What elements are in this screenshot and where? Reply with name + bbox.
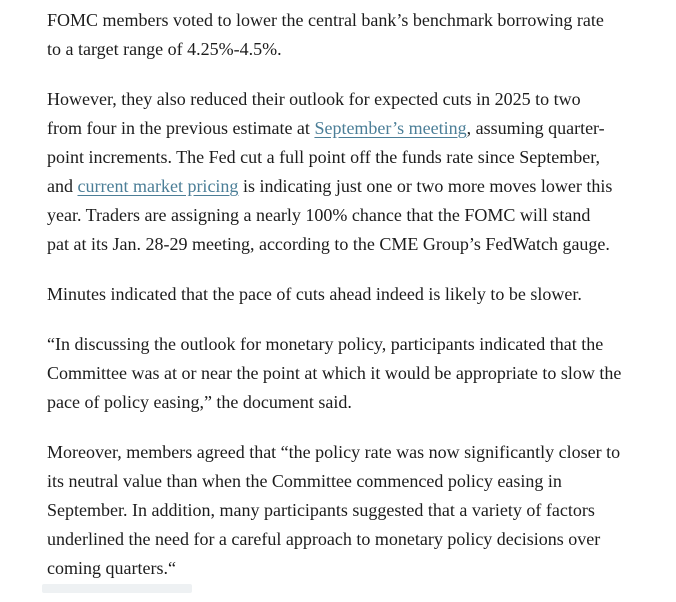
- text-line: [47, 525, 662, 554]
- partially-visible-element: [42, 584, 192, 593]
- text-segment: “In discussing the outlook for monetary policy, participants indicated that the: [47, 334, 604, 354]
- paragraph: [47, 6, 662, 64]
- paragraph: [47, 330, 662, 417]
- text-line: [47, 467, 662, 496]
- text-segment: Committee was at or near the point at which it would be appropriate to slow the: [47, 363, 622, 383]
- paragraph: [47, 438, 662, 583]
- text-line: [47, 172, 662, 201]
- text-line: [47, 6, 662, 35]
- inline-link[interactable]: September’s meeting: [314, 118, 467, 138]
- text-line: [47, 114, 662, 143]
- text-line: [47, 359, 662, 388]
- text-segment: , assuming quarter-: [466, 118, 605, 138]
- text-line: [47, 280, 662, 309]
- text-segment: and: [47, 176, 78, 196]
- text-segment: Minutes indicated that the pace of cuts ahead indeed is likely to be slower.: [47, 284, 582, 304]
- text-segment: underlined the need for a careful approach to monetary policy decisions over: [47, 529, 601, 549]
- text-segment: to a target range of 4.25%-4.5%.: [47, 39, 282, 59]
- text-line: [47, 438, 662, 467]
- text-line: [47, 201, 662, 230]
- text-segment: year. Traders are assigning a nearly 100% chance that the FOMC will stand: [47, 205, 591, 225]
- text-segment: is indicating just one or two more moves lower this: [238, 176, 613, 196]
- text-segment: September. In addition, many participants suggested that a variety of factors: [47, 500, 595, 520]
- text-line: [47, 554, 662, 583]
- text-segment: pace of policy easing,” the document said.: [47, 392, 352, 412]
- inline-link[interactable]: current market pricing: [77, 176, 239, 196]
- text-segment: coming quarters.“: [47, 558, 176, 578]
- text-segment: FOMC members voted to lower the central bank’s benchmark borrowing rate: [47, 10, 604, 30]
- text-line: [47, 388, 662, 417]
- text-line: [47, 85, 662, 114]
- article-body: [47, 6, 662, 583]
- text-line: [47, 143, 662, 172]
- paragraph: [47, 280, 662, 309]
- paragraph: [47, 85, 662, 259]
- text-line: [47, 230, 662, 259]
- text-segment: point increments. The Fed cut a full point off the funds rate since September,: [47, 147, 600, 167]
- text-segment: from four in the previous estimate at: [47, 118, 315, 138]
- text-line: [47, 330, 662, 359]
- text-segment: its neutral value than when the Committee commenced policy easing in: [47, 471, 562, 491]
- text-segment: pat at its Jan. 28-29 meeting, according to the CME Group’s FedWatch gauge.: [47, 234, 610, 254]
- text-line: [47, 496, 662, 525]
- text-segment: However, they also reduced their outlook for expected cuts in 2025 to two: [47, 89, 581, 109]
- text-line: [47, 35, 662, 64]
- text-segment: Moreover, members agreed that “the policy rate was now significantly closer to: [47, 442, 621, 462]
